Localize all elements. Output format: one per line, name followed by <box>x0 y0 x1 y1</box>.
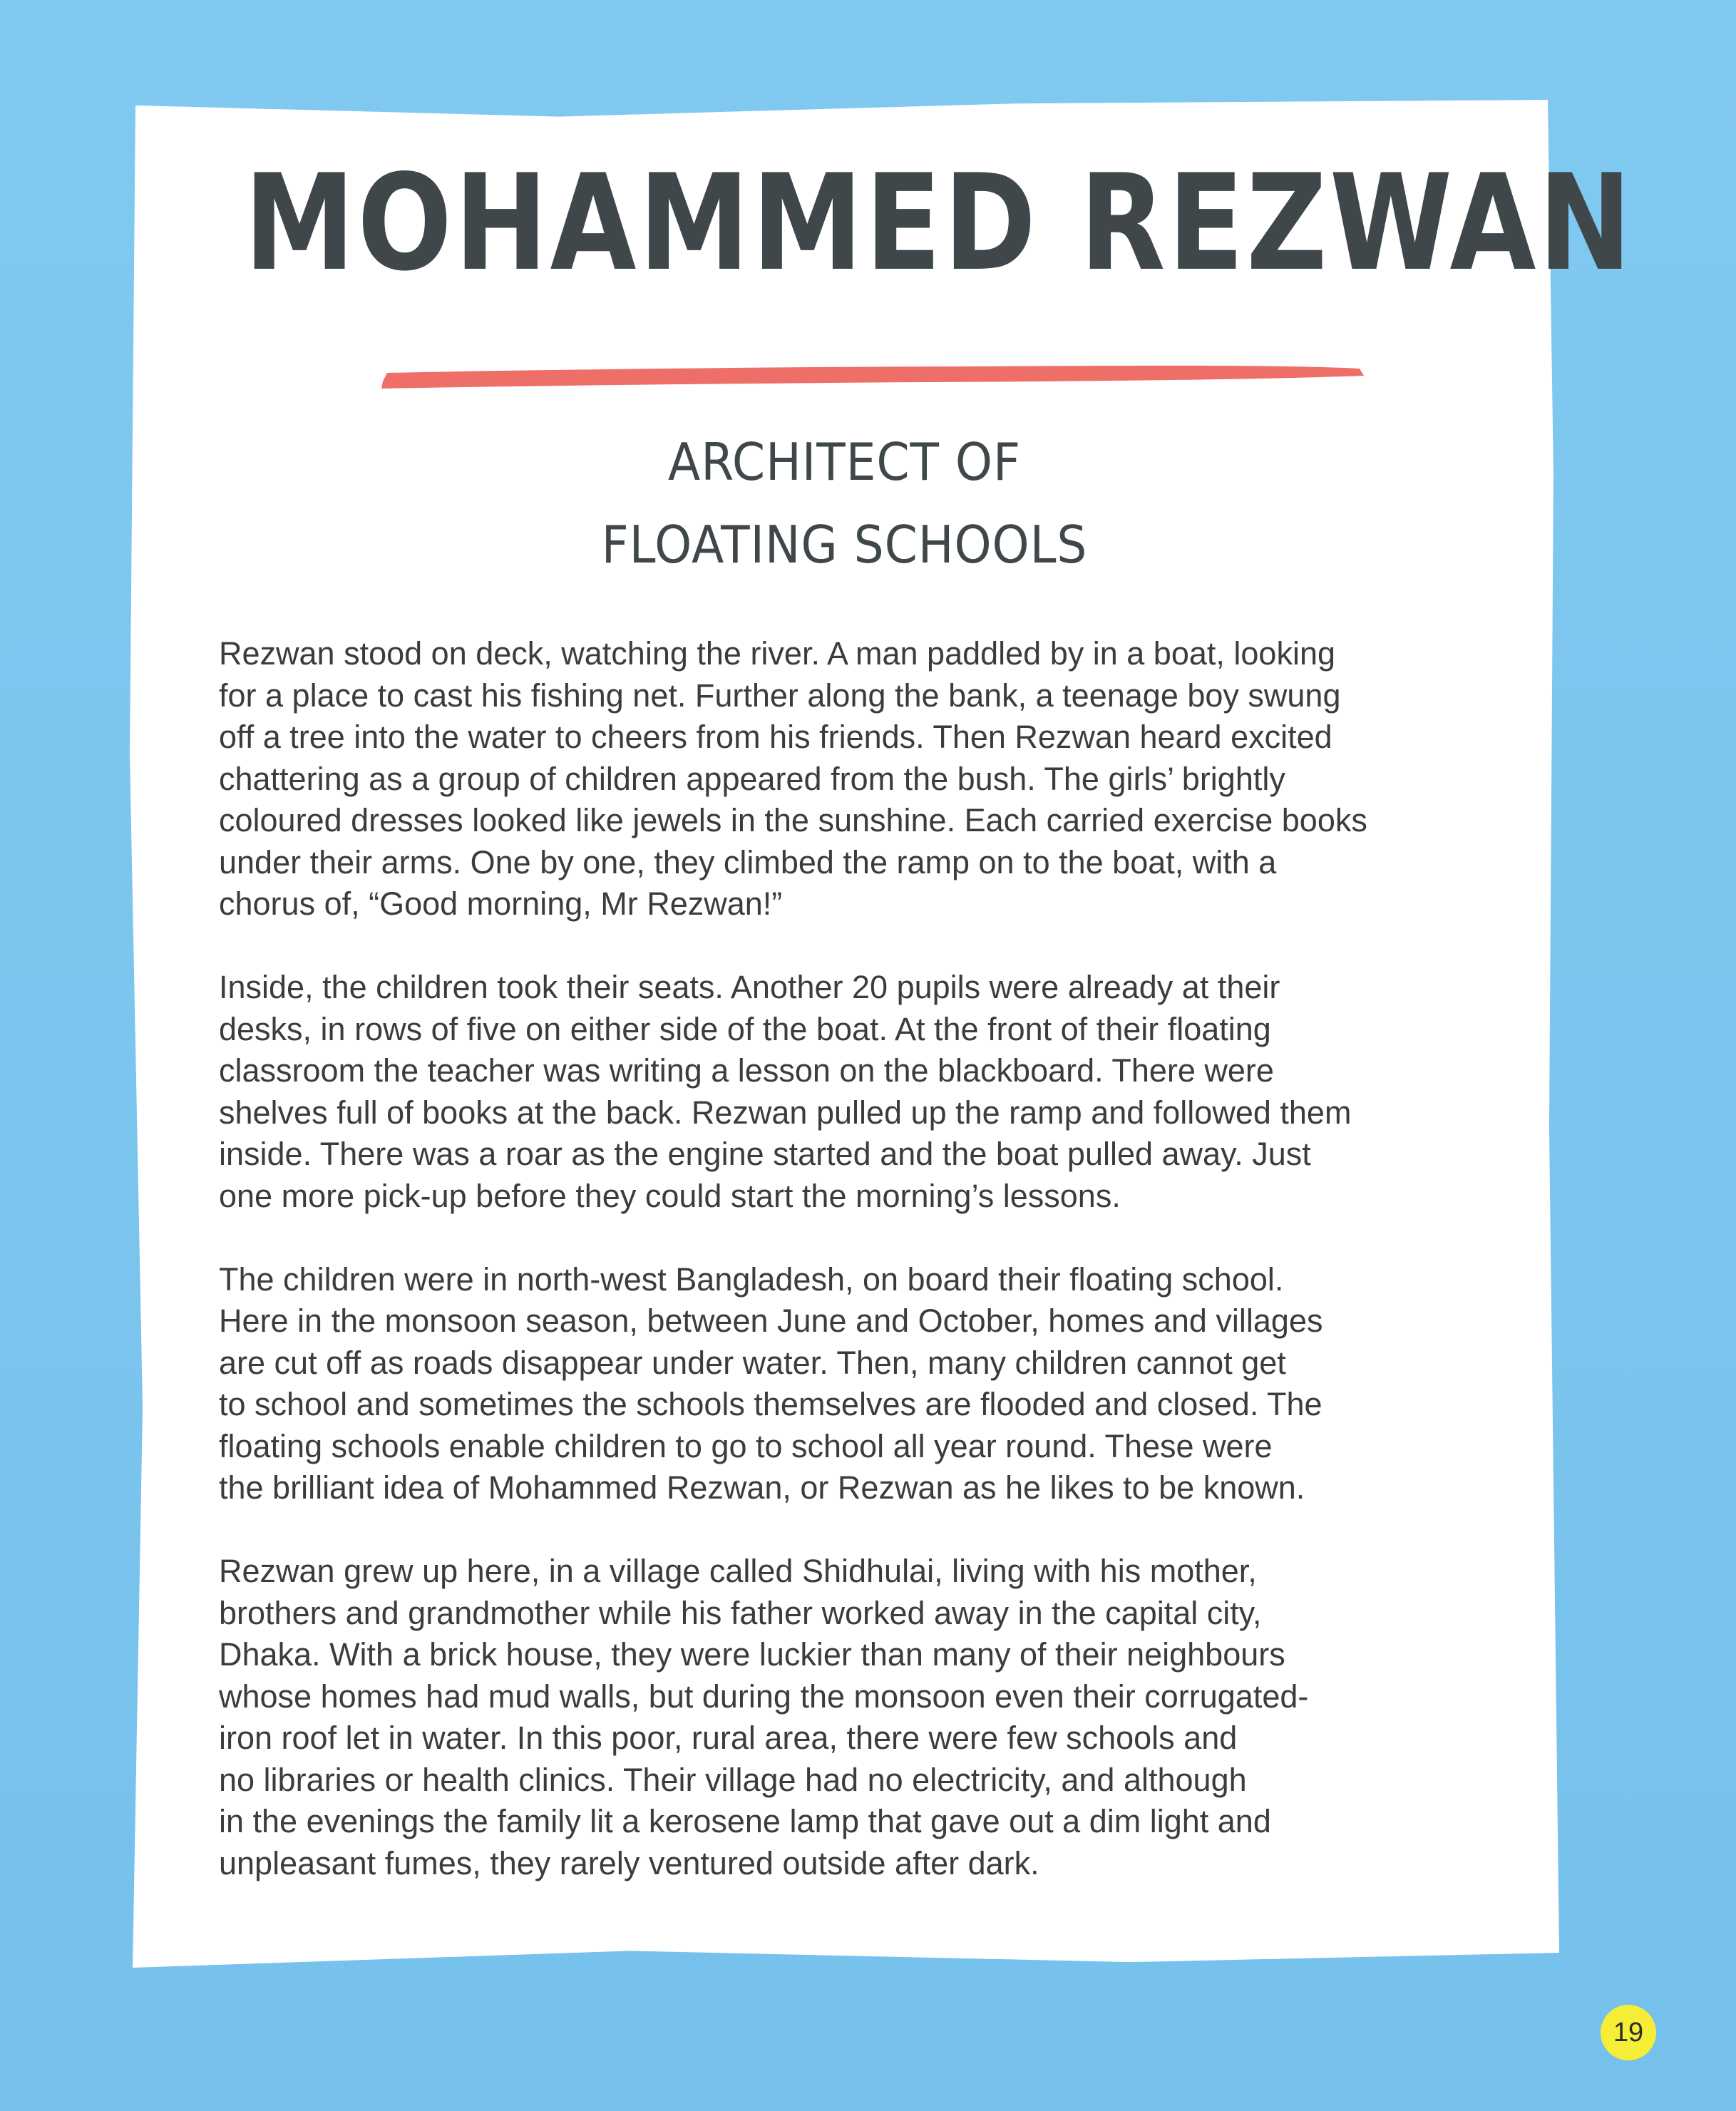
text-line: the brilliant idea of Mohammed Rezwan, or Rezwan as he likes to be known. <box>219 1469 1305 1506</box>
article-body <box>219 633 1502 1926</box>
text-line: brothers and grandmother while his father worked away in the capital city, <box>219 1594 1262 1631</box>
text-line: The children were in north-west Bangladesh, on board their floating school. <box>219 1260 1284 1298</box>
text-line: shelves full of books at the back. Rezwan pulled up the ramp and followed them <box>219 1094 1352 1131</box>
text-line: unpleasant fumes, they rarely ventured outside after dark. <box>219 1844 1039 1881</box>
text-line: coloured dresses looked like jewels in the sunshine. Each carried exercise books <box>219 802 1367 838</box>
text-line: chorus of, “Good morning, Mr Rezwan!” <box>219 885 783 922</box>
text-line: no libraries or health clinics. Their village had no electricity, and although <box>219 1761 1247 1798</box>
text-line: for a place to cast his fishing net. Further along the bank, a teenage boy swung <box>219 677 1341 714</box>
paragraph-4 <box>219 1551 1502 1884</box>
page-number-badge: 19 <box>1601 2005 1656 2060</box>
subtitle-line-2: FLOATING SCHOOLS <box>601 515 1088 575</box>
text-line: Rezwan stood on deck, watching the river. A man paddled by in a boat, looking <box>219 635 1335 672</box>
text-line: off a tree into the water to cheers from his friends. Then Rezwan heard excited <box>219 719 1332 755</box>
text-line: Inside, the children took their seats. Another 20 pupils were already at their <box>219 969 1280 1005</box>
underline-stroke <box>381 366 1364 389</box>
paragraph-3 <box>219 1259 1502 1509</box>
text-line: in the evenings the family lit a kerosene lamp that gave out a dim light and <box>219 1803 1271 1839</box>
page-subtitle <box>187 421 1502 586</box>
page-title: MOHAMMED REZWAN <box>244 145 1634 300</box>
subtitle-line-1: ARCHITECT OF <box>667 432 1021 492</box>
text-line: one more pick-up before they could start the morning’s lessons. <box>219 1177 1121 1214</box>
text-line: to school and sometimes the schools themselves are flooded and closed. The <box>219 1386 1322 1422</box>
text-line: whose homes had mud walls, but during the monsoon even their corrugated- <box>219 1678 1309 1715</box>
text-line: under their arms. One by one, they climbed the ramp on to the boat, with a <box>219 843 1277 880</box>
text-line: are cut off as roads disappear under water. Then, many children cannot get <box>219 1344 1286 1381</box>
text-line: floating schools enable children to go to school all year round. These were <box>219 1427 1273 1464</box>
text-line: inside. There was a roar as the engine started and the boat pulled away. Just <box>219 1136 1311 1172</box>
text-line: desks, in rows of five on either side of the boat. At the front of their floating <box>219 1010 1271 1047</box>
title-underline-brushstroke <box>381 360 1365 390</box>
text-line: Here in the monsoon season, between June and October, homes and villages <box>219 1303 1323 1339</box>
paragraph-2 <box>219 967 1502 1217</box>
paragraph-1 <box>219 633 1502 925</box>
text-line: Dhaka. With a brick house, they were luckier than many of their neighbours <box>219 1636 1285 1673</box>
text-line: iron roof let in water. In this poor, rural area, there were few schools and <box>219 1720 1238 1756</box>
text-line: Rezwan grew up here, in a village called Shidhulai, living with his mother, <box>219 1553 1257 1589</box>
text-line: classroom the teacher was writing a lesson on the blackboard. There were <box>219 1052 1274 1089</box>
text-line: chattering as a group of children appeared from the bush. The girls’ brightly <box>219 760 1285 797</box>
